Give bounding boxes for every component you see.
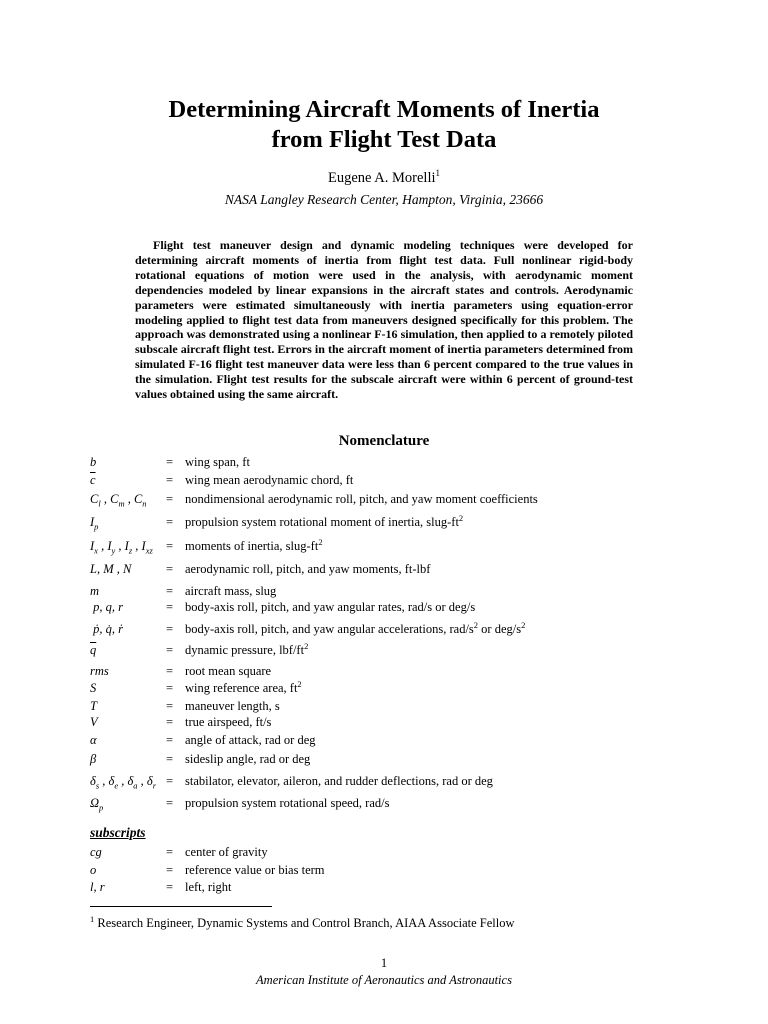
author-footnote-mark: 1 [435,168,441,179]
title-line-2: from Flight Test Data [271,126,497,153]
symbol-rms: rms [90,664,109,678]
symbol-b: b [90,455,97,469]
equals-sign: = [166,715,174,729]
abstract: Flight test maneuver design and dynamic modeling techniques were developed for determining aircraft moments of inertia from flight test data. Full nonlinear rigid-body rotational equations of motion were used in the analysis, with aerodynamic moment dependencies modeled by linear expansions in the aircraft states and controls. Aerodynamic parameters were estimated simultaneously with inertia parameters using equation-error modeling applied to flight test data from maneuvers designed specifically for this problem. The approach was demonstrated using a nonlinear F-16 simulation, then applied to a remotely piloted subscale aircraft flight test. Errors in the aircraft moment of inertia parameters determined from simulated F-16 flight test maneuver data were less than 6 percent compared to the true values in the simulation. Flight test results for the subscale aircraft were within 6 percent of ground-test values obtained using the same aircraft. [135,238,633,402]
definition: wing mean aerodynamic chord, ft [185,473,354,487]
definition: wing reference area, $ft^2$ [185,678,302,695]
nomenclature-row-lmn [0,560,768,578]
definition: stabilator, elevator, aileron, and rudder deflections, rad or deg [185,774,493,788]
equals-sign: = [166,600,174,614]
definition: center of gravity [185,845,268,859]
subscript-symbol: cg [90,845,102,859]
definition: propulsion system rotational moment of inertia, slug-$ft^2$ [185,512,464,529]
subscript-row-cg [0,843,768,861]
equals-sign: = [166,863,174,877]
definition: maneuver length, s [185,699,280,713]
definition: true airspeed, ft/s [185,715,272,729]
equals-sign: = [166,752,174,766]
definition: aerodynamic roll, pitch, and yaw moments, ft-lbf [185,562,431,576]
equals-sign: = [166,880,174,894]
definition: root mean square [185,664,272,678]
nomenclature-row-cbar [0,471,768,489]
equals-sign: = [166,796,174,810]
definition: reference value or bias term [185,863,325,877]
nomenclature-row-beta [0,750,768,768]
page-number: 1 [380,956,388,970]
definition: body-axis roll, pitch, and yaw angular accelerations, rad/$s^2$ or deg/$s^2$ [185,619,526,636]
footnote-mark: 1 [90,913,95,924]
equals-sign: = [166,515,174,529]
nomenclature-row-coefficients [0,490,768,508]
definition: nondimensional aerodynamic roll, pitch, and yaw moment coefficients [185,492,538,506]
definition: body-axis roll, pitch, and yaw angular rates, rad/s or deg/s [185,600,476,614]
definition: aircraft mass, slug [185,584,277,598]
symbol-v: V [90,715,98,729]
nomenclature-row-b [0,453,768,471]
symbol-moments-of-inertia: $I_x$ , $I_y$ , $I_z$ , $I_{xz}$ [90,539,153,556]
symbol-alpha: α [90,733,97,747]
equals-sign: = [166,774,174,788]
equals-sign: = [166,492,174,506]
symbol-t: T [90,699,97,713]
subscript-symbol: o [90,863,97,877]
symbol-moment-coefficients: $C_l$ , $C_m$ , $C_n$ [90,492,147,509]
equals-sign: = [166,455,174,469]
symbol-s: S [90,681,97,695]
equals-sign: = [166,664,174,678]
nomenclature-row-v [0,713,768,731]
affiliation: NASA Langley Research Center, Hampton, Virginia, 23666 [224,192,544,207]
nomenclature-row-inertias [0,537,768,555]
subscript-symbol: l, r [90,880,105,894]
subscript-row-lr [0,878,768,896]
nomenclature-row-deltas [0,772,768,790]
footnote-divider [90,906,272,907]
symbol-omega-p: $\Omega_p$ [90,796,104,813]
definition: left, right [185,880,232,894]
symbol-control-deflections: $\delta_s$ , $\delta_e$ , $\delta_a$ , $\delta_r$ [90,774,157,791]
nomenclature-row-alpha [0,731,768,749]
page-footer: American Institute of Aeronautics and Astronautics [256,973,512,987]
symbol-i-p: $I_p$ [90,515,99,532]
equals-sign: = [166,643,174,657]
nomenclature-row-ip [0,513,768,531]
title-line-1: Determining Aircraft Moments of Inertia [168,96,600,123]
paper-title [0,95,768,155]
definition: dynamic pressure, lbf/$ft^2$ [185,640,309,657]
footnote [90,915,515,931]
nomenclature-row-rms [0,662,768,680]
nomenclature-row-qbar [0,641,768,659]
equals-sign: = [166,584,174,598]
equals-sign: = [166,622,174,636]
author-line [0,169,768,187]
subscripts-heading: subscripts [90,825,146,840]
footnote-text: Research Engineer, Dynamic Systems and Control Branch, AIAA Associate Fellow [94,916,515,930]
author-name: Eugene A. Morelli [327,170,436,186]
symbol-beta: β [90,752,97,766]
definition: wing span, ft [185,455,250,469]
nomenclature-row-pqr-dot [0,620,768,638]
equals-sign: = [166,699,174,713]
symbol-m: m [90,584,100,598]
nomenclature-row-s [0,679,768,697]
definition: sideslip angle, rad or deg [185,752,311,766]
symbol-p-q-r: p, q, r [90,600,123,614]
equals-sign: = [166,539,174,553]
nomenclature-heading: Nomenclature [338,433,430,449]
definition: moments of inertia, slug-$ft^2$ [185,536,323,553]
subscript-row-o [0,861,768,879]
definition: propulsion system rotational speed, rad/s [185,796,390,810]
equals-sign: = [166,845,174,859]
equals-sign: = [166,473,174,487]
symbol-p-q-r-dot: ṗ, q̇, ṙ [90,622,123,636]
symbol-l-m-n: L, M , N [90,562,132,576]
equals-sign: = [166,733,174,747]
nomenclature-row-pqr [0,598,768,616]
nomenclature-row-omega [0,794,768,812]
symbol-c-bar: $\overline{c}$ [90,473,96,487]
definition: angle of attack, rad or deg [185,733,316,747]
equals-sign: = [166,681,174,695]
symbol-q-bar: $\overline{q}$ [90,643,97,657]
equals-sign: = [166,562,174,576]
